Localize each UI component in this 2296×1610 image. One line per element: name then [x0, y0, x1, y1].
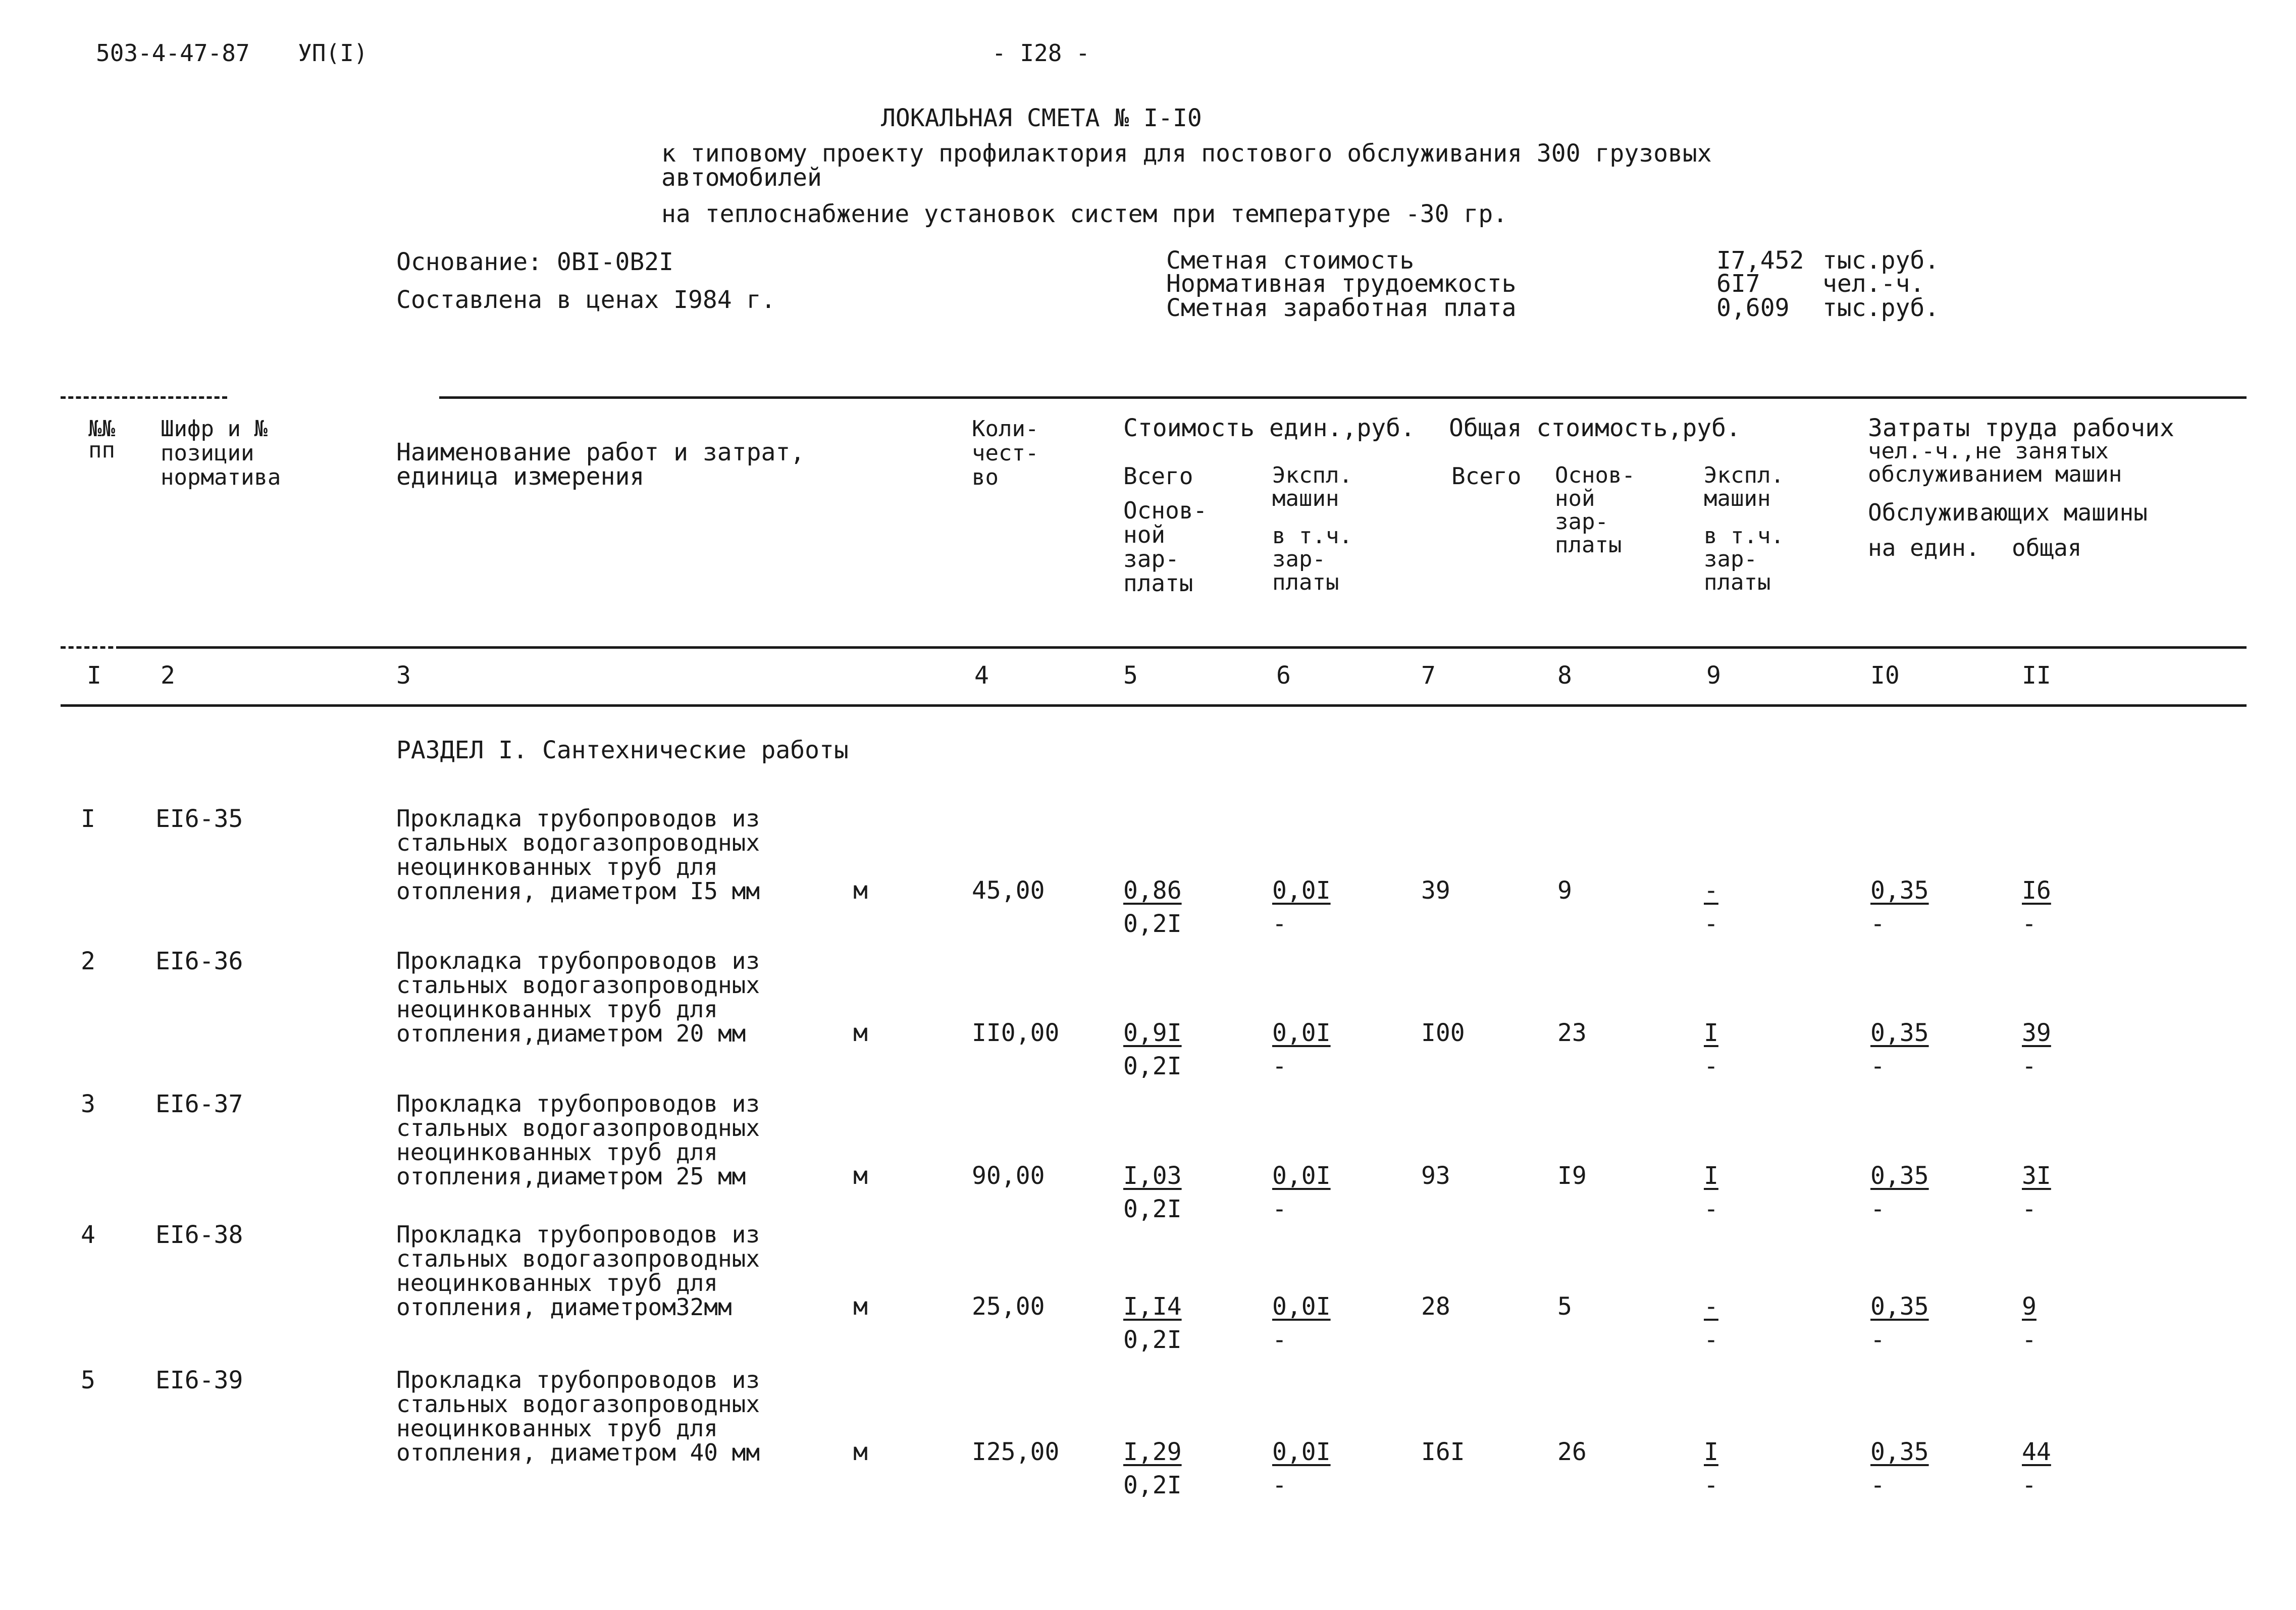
quantity: 25,00 [972, 1292, 1045, 1321]
work-name-line: Прокладка трубопроводов из [396, 1221, 760, 1248]
column-header-3-line1: Наименование работ и затрат, [396, 438, 805, 466]
column-header-6-bottom-line1: в т.ч. [1272, 523, 1352, 549]
column-header-6-top-line1: Экспл. [1272, 462, 1352, 488]
section-title: РАЗДЕЛ I. Сантехнические работы [396, 736, 849, 764]
column-header-9-line5: платы [1704, 569, 1771, 595]
work-name-line: отопления, диаметром I5 мм [396, 877, 760, 905]
total-cost: 28 [1421, 1292, 1450, 1321]
labor-total: 9 [2022, 1292, 2037, 1321]
column-number-6: 6 [1276, 661, 1291, 690]
labor-per-unit: 0,35 [1870, 1019, 1929, 1047]
basis-reference: Основание: 0BI-0B2I [396, 248, 674, 276]
labor-per-unit: 0,35 [1870, 876, 1929, 905]
labor-per-unit: 0,35 [1870, 1162, 1929, 1190]
column-group-unit-cost: Стоимость един.,руб. [1123, 414, 1415, 442]
work-name-line: неоцинкованных труб для [396, 1415, 718, 1442]
summary-value-labor: 6I7 [1716, 270, 1760, 298]
column-number-4: 4 [974, 661, 989, 690]
total-cost-machines: I [1704, 1019, 1718, 1047]
total-cost-machines-wage: - [1704, 1471, 1718, 1499]
unit-cost-total: I,03 [1123, 1162, 1182, 1190]
column-header-9-line3: в т.ч. [1704, 523, 1784, 549]
column-header-9-line2: машин [1704, 486, 1771, 511]
unit-cost-machines: 0,0I [1272, 1162, 1331, 1190]
unit-of-measure: м [853, 876, 868, 905]
unit-cost-total: I,I4 [1123, 1292, 1182, 1321]
column-header-6-bottom-line3: платы [1272, 569, 1339, 595]
row-number: 2 [81, 947, 95, 975]
column-numbers-rule [61, 704, 2247, 707]
column-header-5-bottom-line1: Основ- [1123, 497, 1208, 524]
work-name-line: стальных водогазопроводных [396, 971, 760, 999]
total-cost-machines: I [1704, 1162, 1718, 1190]
column-header-1-line1: №№ [88, 416, 115, 442]
labor-total-machines: - [2022, 1326, 2037, 1354]
column-header-8-line3: зар- [1555, 509, 1608, 535]
total-cost-machines: I [1704, 1438, 1718, 1466]
total-cost: 39 [1421, 876, 1450, 905]
work-name-line: Прокладка трубопроводов из [396, 1090, 760, 1117]
column-group-labor-line2: чел.-ч.,не занятых [1868, 438, 2109, 464]
work-name-line: отопления,диаметром 20 мм [396, 1020, 746, 1047]
column-number-3: 3 [396, 661, 411, 690]
summary-value-wage: 0,609 [1716, 294, 1790, 322]
price-level: Составлена в ценах I984 г. [396, 286, 776, 314]
column-header-2-line3: норматива [161, 464, 281, 490]
work-name-line: Прокладка трубопроводов из [396, 1366, 760, 1393]
total-cost: 93 [1421, 1162, 1450, 1190]
unit-cost-wage: 0,2I [1123, 1052, 1182, 1080]
work-name-line: стальных водогазопроводных [396, 1390, 760, 1418]
unit-cost-machines: 0,0I [1272, 876, 1331, 905]
labor-total: I6 [2022, 876, 2051, 905]
unit-of-measure: м [853, 1438, 868, 1466]
total-cost-wage: I9 [1557, 1162, 1587, 1190]
estimate-subtitle-line2: автомобилей [661, 164, 822, 192]
row-number: 5 [81, 1366, 95, 1394]
unit-cost-machines-wage: - [1272, 1326, 1287, 1354]
unit-of-measure: м [853, 1162, 868, 1190]
column-header-8-line1: Основ- [1555, 462, 1635, 488]
total-cost-machines-wage: - [1704, 1326, 1718, 1354]
total-cost-machines-wage: - [1704, 910, 1718, 938]
quantity: I25,00 [972, 1438, 1060, 1466]
column-number-8: 8 [1557, 661, 1572, 690]
summary-label-cost: Сметная стоимость [1166, 246, 1415, 275]
unit-cost-total: I,29 [1123, 1438, 1182, 1466]
summary-unit-wage: тыс.руб. [1822, 294, 1940, 322]
total-cost-machines: - [1704, 1292, 1718, 1321]
unit-cost-machines: 0,0I [1272, 1438, 1331, 1466]
labor-per-unit: 0,35 [1870, 1438, 1929, 1466]
estimate-title: ЛОКАЛЬНАЯ СМЕТА № I-I0 [881, 104, 1202, 132]
unit-of-measure: м [853, 1019, 868, 1047]
summary-unit-labor: чел.-ч. [1822, 270, 1925, 298]
column-header-8-line2: ной [1555, 486, 1595, 511]
work-name-line: отопления,диаметром 25 мм [396, 1163, 746, 1190]
page-number: - I28 - [992, 39, 1090, 67]
norm-code: EI6-38 [155, 1221, 243, 1249]
work-name-line: стальных водогазопроводных [396, 1114, 760, 1141]
labor-total: 39 [2022, 1019, 2051, 1047]
unit-cost-machines-wage: - [1272, 910, 1287, 938]
column-number-7: 7 [1421, 661, 1436, 690]
column-group-total-cost: Общая стоимость,руб. [1449, 414, 1741, 442]
total-cost-wage: 23 [1557, 1019, 1587, 1047]
column-header-6-top-line2: машин [1272, 486, 1339, 511]
row-number: I [81, 805, 95, 833]
column-number-10: I0 [1870, 661, 1900, 690]
labor-per-unit: 0,35 [1870, 1292, 1929, 1321]
labor-per-unit-machines: - [1870, 1195, 1885, 1223]
column-header-2-line1: Шифр и № [161, 416, 268, 442]
estimate-subtitle-line3: на теплоснабжение установок систем при температуре -30 гр. [661, 200, 1508, 228]
column-number-5: 5 [1123, 661, 1138, 690]
work-name-line: неоцинкованных труб для [396, 853, 718, 880]
work-name-line: отопления, диаметром32мм [396, 1293, 732, 1321]
column-header-5-bottom-line2: ной [1123, 521, 1166, 548]
unit-cost-total: 0,86 [1123, 876, 1182, 905]
labor-per-unit-machines: - [1870, 910, 1885, 938]
work-name-line: неоцинкованных труб для [396, 1269, 718, 1296]
unit-cost-machines-wage: - [1272, 1195, 1287, 1223]
table-top-rule [439, 396, 2247, 399]
summary-unit-cost: тыс.руб. [1822, 246, 1940, 275]
column-header-4-line2: чест- [972, 440, 1039, 466]
work-name-line: Прокладка трубопроводов из [396, 805, 760, 832]
unit-of-measure: м [853, 1292, 868, 1321]
column-header-5-bottom-line4: платы [1123, 569, 1193, 597]
summary-label-labor: Нормативная трудоемкость [1166, 270, 1517, 298]
work-name-line: Прокладка трубопроводов из [396, 947, 760, 974]
column-number-11: II [2022, 661, 2051, 690]
summary-label-wage: Сметная заработная плата [1166, 294, 1517, 322]
estimate-subtitle-line1: к типовому проекту профилактория для постового обслуживания 300 грузовых [661, 139, 1712, 168]
column-header-7: Всего [1451, 462, 1522, 490]
unit-cost-machines-wage: - [1272, 1052, 1287, 1080]
document-code: 503-4-47-87 [96, 39, 250, 67]
column-header-6-bottom-line2: зар- [1272, 546, 1326, 572]
unit-cost-wage: 0,2I [1123, 1195, 1182, 1223]
unit-cost-machines: 0,0I [1272, 1292, 1331, 1321]
work-name-line: неоцинкованных труб для [396, 1138, 718, 1166]
labor-per-unit-machines: - [1870, 1052, 1885, 1080]
summary-value-cost: I7,452 [1716, 246, 1804, 275]
unit-cost-machines-wage: - [1272, 1471, 1287, 1499]
column-header-3-line2: единица измерения [396, 462, 645, 491]
total-cost-wage: 9 [1557, 876, 1572, 905]
labor-total: 3I [2022, 1162, 2051, 1190]
labor-per-unit-machines: - [1870, 1326, 1885, 1354]
labor-total-machines: - [2022, 1195, 2037, 1223]
total-cost-wage: 5 [1557, 1292, 1572, 1321]
table-top-rule-left [61, 396, 227, 399]
column-header-8-line4: платы [1555, 532, 1622, 558]
total-cost: I00 [1421, 1019, 1465, 1047]
total-cost: I6I [1421, 1438, 1465, 1466]
unit-cost-wage: 0,2I [1123, 1326, 1182, 1354]
labor-total-machines: - [2022, 1471, 2037, 1499]
column-group-labor-line1: Затраты труда рабочих [1868, 414, 2174, 442]
header-bottom-rule-left [61, 646, 121, 649]
column-number-9: 9 [1706, 661, 1721, 690]
work-name-line: стальных водогазопроводных [396, 1245, 760, 1272]
header-bottom-rule [121, 646, 2247, 649]
total-cost-machines-wage: - [1704, 1052, 1718, 1080]
work-name-line: отопления, диаметром 40 мм [396, 1439, 760, 1466]
column-subgroup-machine-service: Обслуживающих машины [1868, 499, 2148, 526]
unit-cost-wage: 0,2I [1123, 910, 1182, 938]
norm-code: EI6-36 [155, 947, 243, 975]
row-number: 4 [81, 1221, 95, 1249]
total-cost-wage: 26 [1557, 1438, 1587, 1466]
total-cost-machines-wage: - [1704, 1195, 1718, 1223]
column-header-2-line2: позиции [161, 440, 254, 466]
column-header-4-line3: во [972, 464, 999, 490]
column-header-9-line4: зар- [1704, 546, 1757, 572]
column-header-1-line2: пп [88, 437, 115, 463]
norm-code: EI6-35 [155, 805, 243, 833]
column-group-labor-line3: обслуживанием машин [1868, 461, 2122, 487]
labor-total: 44 [2022, 1438, 2051, 1466]
unit-cost-wage: 0,2I [1123, 1471, 1182, 1499]
column-header-10: на един. [1868, 534, 1980, 561]
labor-per-unit-machines: - [1870, 1471, 1885, 1499]
norm-code: EI6-39 [155, 1366, 243, 1394]
album-code: УП(I) [298, 39, 368, 67]
row-number: 3 [81, 1090, 95, 1118]
column-number-2: 2 [161, 661, 175, 690]
column-header-11: общая [2012, 534, 2082, 561]
quantity: 90,00 [972, 1162, 1045, 1190]
unit-cost-total: 0,9I [1123, 1019, 1182, 1047]
unit-cost-machines: 0,0I [1272, 1019, 1331, 1047]
column-header-5-bottom-line3: зар- [1123, 545, 1179, 573]
labor-total-machines: - [2022, 910, 2037, 938]
work-name-line: стальных водогазопроводных [396, 829, 760, 856]
quantity: 45,00 [972, 876, 1045, 905]
quantity: II0,00 [972, 1019, 1060, 1047]
column-header-4-line1: Коли- [972, 416, 1039, 442]
work-name-line: неоцинкованных труб для [396, 996, 718, 1023]
norm-code: EI6-37 [155, 1090, 243, 1118]
total-cost-machines: - [1704, 876, 1718, 905]
labor-total-machines: - [2022, 1052, 2037, 1080]
column-number-1: I [87, 661, 101, 690]
column-header-5-top: Всего [1123, 462, 1193, 490]
column-header-9-line1: Экспл. [1704, 462, 1784, 488]
